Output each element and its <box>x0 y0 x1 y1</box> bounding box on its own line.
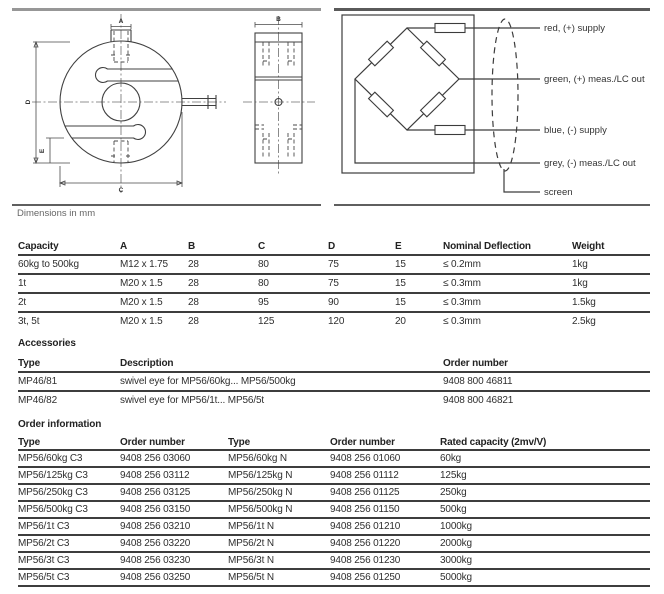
cell: 60kg to 500kg <box>18 255 120 274</box>
cell: 90 <box>328 293 395 312</box>
cell: 1.5kg <box>572 293 650 312</box>
cell: M20 x 1.5 <box>120 293 188 312</box>
cell: 80 <box>258 274 328 293</box>
cell: 28 <box>188 274 258 293</box>
bridge-housing-outline <box>342 15 474 173</box>
table-row <box>18 467 650 484</box>
cell: ≤ 0.3mm <box>443 293 572 312</box>
order-information-title: Order information <box>18 419 102 430</box>
cell: 9408 800 46811 <box>443 372 650 391</box>
cell: 20 <box>395 316 406 327</box>
column-header: Type <box>18 355 120 372</box>
column-header: D <box>328 238 395 255</box>
dim-label-e: E <box>39 148 46 154</box>
cell: M20 x 1.5 <box>120 316 163 327</box>
cell: 2t <box>18 293 120 312</box>
column-header: Rated capacity (2mv/V) <box>440 435 650 450</box>
load-cell-side-view <box>243 16 315 174</box>
cell: MP56/125kg N <box>228 467 330 484</box>
wire-grey <box>355 79 540 163</box>
cell: 9408 256 03060 <box>120 450 228 467</box>
cell: 9408 256 01250 <box>330 569 440 586</box>
cell: 1kg <box>572 274 650 293</box>
cell: 2.5kg <box>572 316 596 327</box>
table-row <box>18 274 650 293</box>
cell: ≤ 0.3mm <box>443 316 481 327</box>
cell: 9408 256 01112 <box>330 467 440 484</box>
wire-label-green: green, (+) meas./LC out <box>544 74 645 85</box>
dim-label-a: A <box>118 18 124 25</box>
cell: 9408 256 03250 <box>120 569 228 586</box>
dim-label-d: D <box>25 99 32 105</box>
cell: MP56/1t C3 <box>18 518 120 535</box>
wire-label-screen: screen <box>544 187 573 198</box>
cell: 9408 800 46821 <box>443 395 514 406</box>
table-header-row <box>18 238 650 255</box>
cell: MP46/82 <box>18 395 57 406</box>
bridge-diamond <box>355 28 459 130</box>
cell: 125kg <box>440 467 650 484</box>
column-header: Type <box>228 435 330 450</box>
table-row <box>18 312 650 330</box>
dim-label-c: C <box>118 187 124 194</box>
table-row <box>18 450 650 467</box>
cell: 1kg <box>572 255 650 274</box>
figure-strip <box>0 0 664 200</box>
column-header: Order number <box>443 355 650 372</box>
cell: MP56/60kg C3 <box>18 450 120 467</box>
compensation-resistor <box>435 126 465 135</box>
cell: 9408 256 01125 <box>330 484 440 501</box>
accessories-section <box>18 338 650 409</box>
cell: 500kg <box>440 501 650 518</box>
cell: 125 <box>258 316 275 327</box>
cell: 9408 256 03210 <box>120 518 228 535</box>
cell: MP56/60kg N <box>228 450 330 467</box>
cell: 9408 256 03230 <box>120 552 228 569</box>
cell: M20 x 1.5 <box>120 274 188 293</box>
table-row <box>18 501 650 518</box>
table-row <box>18 518 650 535</box>
column-header: Order number <box>330 435 440 450</box>
cell: MP56/1t N <box>228 518 330 535</box>
cable-sheath <box>492 19 518 171</box>
cell: 9408 256 01150 <box>330 501 440 518</box>
wiring-diagram <box>334 8 650 206</box>
table-row <box>18 569 650 586</box>
column-header: A <box>120 238 188 255</box>
cell: 9408 256 01230 <box>330 552 440 569</box>
column-header: E <box>395 238 443 255</box>
cell: 80 <box>258 255 328 274</box>
mechanical-drawings <box>12 8 321 206</box>
column-header: Capacity <box>18 238 120 255</box>
table-row <box>18 552 650 569</box>
cell: 9408 256 03150 <box>120 501 228 518</box>
table-row <box>18 484 650 501</box>
cell: 28 <box>188 255 258 274</box>
cell: 9408 256 01060 <box>330 450 440 467</box>
cell: 3000kg <box>440 552 650 569</box>
cell: swivel eye for MP56/60kg... MP56/500kg <box>120 372 443 391</box>
table-row <box>18 293 650 312</box>
cell: MP56/5t C3 <box>18 569 120 586</box>
cell: MP56/125kg C3 <box>18 467 120 484</box>
cell: 2000kg <box>440 535 650 552</box>
dim-label-b: B <box>276 16 281 23</box>
accessories-title: Accessories <box>18 338 76 349</box>
cell: MP56/250kg N <box>228 484 330 501</box>
cell: 28 <box>188 316 199 327</box>
load-cell-front-view <box>25 14 226 194</box>
column-header: Description <box>120 355 443 372</box>
gauge-resistor <box>421 92 446 117</box>
accessories-table <box>18 355 650 409</box>
gauge-resistor <box>369 41 394 66</box>
cell: MP56/2t N <box>228 535 330 552</box>
wire-screen <box>504 169 540 192</box>
cell: 15 <box>395 274 443 293</box>
wire-label-blue: blue, (-) supply <box>544 125 607 136</box>
table-row <box>18 535 650 552</box>
cell: 75 <box>328 255 395 274</box>
bridge-circuit <box>334 11 650 199</box>
cell: MP56/500kg C3 <box>18 501 120 518</box>
cell: MP56/250kg C3 <box>18 484 120 501</box>
order-information-section <box>18 419 650 587</box>
table-header-row <box>18 435 650 450</box>
cell: 250kg <box>440 484 650 501</box>
column-header: Nominal Deflection <box>443 238 572 255</box>
cell: 9408 256 01210 <box>330 518 440 535</box>
cell: 1t <box>18 274 120 293</box>
cell: M12 x 1.75 <box>120 255 188 274</box>
cell: MP56/3t N <box>228 552 330 569</box>
dimensions-table <box>18 238 650 330</box>
cell: 28 <box>188 293 258 312</box>
table-row <box>18 255 650 274</box>
cell: 60kg <box>440 450 650 467</box>
cell: MP56/2t C3 <box>18 535 120 552</box>
cell: 75 <box>328 274 395 293</box>
cell: ≤ 0.3mm <box>443 274 572 293</box>
cell: MP56/500kg N <box>228 501 330 518</box>
cell: 5000kg <box>440 569 650 586</box>
gauge-resistor <box>369 92 394 117</box>
cell: 1000kg <box>440 518 650 535</box>
cell: 9408 256 01220 <box>330 535 440 552</box>
cell: ≤ 0.2mm <box>443 255 572 274</box>
cell: 3t, 5t <box>18 316 40 327</box>
gauge-resistor <box>421 41 446 66</box>
cell: MP56/5t N <box>228 569 330 586</box>
cell: MP46/81 <box>18 372 120 391</box>
cell: 120 <box>328 316 345 327</box>
column-header: B <box>188 238 258 255</box>
column-header: C <box>258 238 328 255</box>
cell: MP56/3t C3 <box>18 552 120 569</box>
table-row <box>18 372 650 391</box>
cell: 15 <box>395 255 443 274</box>
column-header: Order number <box>120 435 228 450</box>
column-header: Weight <box>572 238 650 255</box>
cell: 95 <box>258 293 328 312</box>
wire-label-red: red, (+) supply <box>544 23 605 34</box>
cell: 9408 256 03220 <box>120 535 228 552</box>
cell: 9408 256 03125 <box>120 484 228 501</box>
table-row <box>18 391 650 409</box>
wire-label-grey: grey, (-) meas./LC out <box>544 158 636 169</box>
table-header-row <box>18 355 650 372</box>
cell: 15 <box>395 293 443 312</box>
cell: 9408 256 03112 <box>120 467 228 484</box>
column-header: Type <box>18 435 120 450</box>
dimensions-note: Dimensions in mm <box>17 208 96 219</box>
load-cell-drawing <box>12 11 321 199</box>
order-information-table <box>18 435 650 587</box>
cell: swivel eye for MP56/1t... MP56/5t <box>120 395 265 406</box>
compensation-resistor <box>435 24 465 33</box>
